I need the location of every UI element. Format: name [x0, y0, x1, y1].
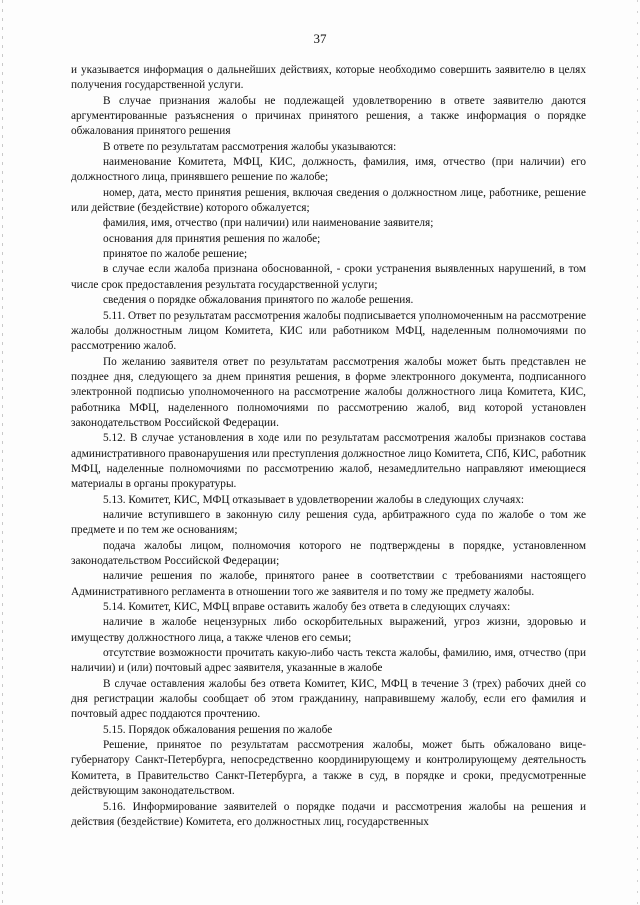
paragraph: 5.14. Комитет, КИС, МФЦ вправе оставить жалобу без ответа в следующих случаях: [103, 601, 511, 614]
paragraph: подача жалобы лицом, полномочия которого не подтверждены в порядке, установленном законодательством Российской Федерации; [71, 539, 586, 567]
paragraph: 5.15. Порядок обжалования решения по жалобе [103, 723, 333, 736]
paragraph: 5.11. Ответ по результатам рассмотрения жалобы подписывается уполномоченным на рассмотрение жалобы должностным лицом Комитета, КИС или работником МФЦ, наделенным полномочиями по рассмотрению жалоб. [71, 309, 586, 353]
paragraph: По желанию заявителя ответ по результатам рассмотрения жалобы может быть представлен не позднее дня, следующего за днем принятия решения, в форме электронного документа, подписанного электронной подписью уполномоченного на рассмотрение жалобы должностного лица Комитета, КИС, работника МФЦ, наделенного полномочиями по рассмотрению жалоб, вид которой установлен законодательством Российской Федерации. [71, 355, 586, 429]
paragraph: 5.13. Комитет, КИС, МФЦ отказывает в удовлетворении жалобы в следующих случаях: [103, 493, 525, 506]
paragraph: Решение, принятое по результатам рассмотрения жалобы, может быть обжаловано вице-губернатору Санкт-Петербурга, непосредственно координирующему и контролирующему деятельность Комитета, в Правительство Санкт-Петербурга, а также в суд, в порядке и сроки, предусмотренные действующим законодательством. [71, 739, 586, 798]
paragraph: сведения о порядке обжалования принятого по жалобе решения. [103, 294, 414, 307]
paragraph: 5.16. Информирование заявителей о порядке подачи и рассмотрения жалобы на решения и действия (бездействие) Комитета, его должностных лиц, государственных [71, 800, 586, 828]
paragraph: и указывается информация о дальнейших действиях, которые необходимо совершить заявителю в целях получения государственной услуги. [71, 64, 586, 92]
paragraph: фамилия, имя, отчество (при наличии) или наименование заявителя; [103, 217, 434, 230]
paragraph: В ответе по результатам рассмотрения жалобы указываются: [103, 140, 397, 153]
paragraph: основания для принятия решения по жалобе; [103, 232, 321, 245]
paragraph: наименование Комитета, МФЦ, КИС, должность, фамилия, имя, отчество (при наличии) его должностного лица, принявшего решение по жалобе; [71, 156, 586, 184]
page-number: 37 [313, 31, 327, 46]
paragraph: номер, дата, место принятия решения, включая сведения о должностном лице, работнике, решение или действие (бездействие) которого обжалуется; [71, 186, 586, 215]
scan-edge-right [637, 0, 638, 905]
body-text [71, 63, 586, 830]
paragraph: В случае признания жалобы не подлежащей удовлетворению в ответе заявителю даются аргументированные разъяснения о причинах принятого решения, а также информация о порядке обжалования принятого решения [71, 94, 586, 138]
paragraph: в случае если жалоба признана обоснованной, - сроки устранения выявленных нарушений, в том числе срок предоставления результата государственной услуги; [71, 263, 586, 291]
paragraph: наличие решения по жалобе, принятого ранее в соответствии с требованиями настоящего Административного регламента в отношении того же заявителя и по тому же предмету жалобы. [71, 570, 586, 598]
paragraph: наличие в жалобе нецензурных либо оскорбительных выражений, угроз жизни, здоровью и имуществу должностного лица, а также членов его семьи; [71, 616, 586, 644]
paragraph: 5.12. В случае установления в ходе или по результатам рассмотрения жалобы признаков состава административного правонарушения или преступления должностное лицо Комитета, СПб, КИС, работник МФЦ, наделенные полномочиями по рассмотрению жалоб, незамедлительно направляют имеющиеся материалы в органы прокуратуры. [71, 432, 586, 491]
paragraph: принятое по жалобе решение; [103, 248, 248, 261]
scan-edge-left [2, 0, 3, 905]
paragraph: отсутствие возможности прочитать какую-либо часть текста жалобы, фамилию, имя, отчество (при наличии) и (или) почтовый адрес заявителя, указанные в жалобе [71, 647, 586, 675]
paragraph: наличие вступившего в законную силу решения суда, арбитражного суда по жалобе о том же предмете и по тем же основаниям; [71, 508, 586, 537]
paragraph: В случае оставления жалобы без ответа Комитет, КИС, МФЦ в течение 3 (трех) рабочих дней со дня регистрации жалобы сообщает об этом гражданину, направившему жалобу, если его фамилия и почтовый адрес поддаются прочтению. [71, 677, 586, 721]
